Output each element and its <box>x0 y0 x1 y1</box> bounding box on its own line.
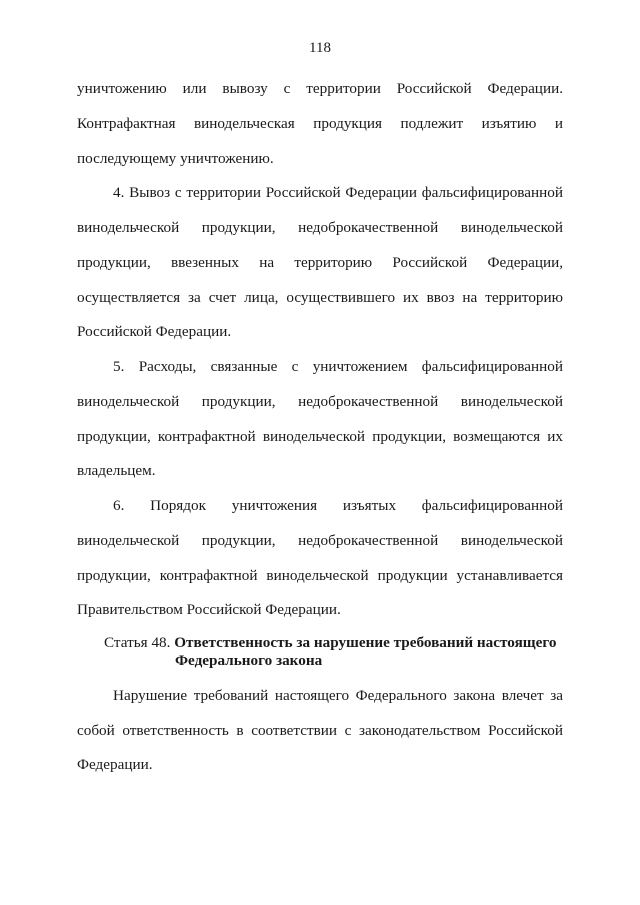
text-line: Контрафактная винодельческая продукция подлежит изъятию и <box>77 115 563 132</box>
paragraph-6-first-line: 6. Порядок уничтожения изъятых фальсифицированной <box>113 497 563 514</box>
text-line: уничтожению или вывозу с территории Российской Федерации. <box>77 80 563 97</box>
text-line: винодельческой продукции, недоброкачественной винодельческой <box>77 219 563 236</box>
text-line: владельцем. <box>77 462 156 479</box>
text-line: продукции, контрафактной винодельческой продукции устанавливается <box>77 567 563 584</box>
text-line: винодельческой продукции, недоброкачественной винодельческой <box>77 532 563 549</box>
text-line: последующему уничтожению. <box>77 150 274 167</box>
text-line: винодельческой продукции, недоброкачественной винодельческой <box>77 393 563 410</box>
article-title-continued: Федерального закона <box>175 652 323 669</box>
text-line: Федерации. <box>77 756 153 773</box>
article-body-first-line: Нарушение требований настоящего Федерального закона влечет за <box>113 687 563 704</box>
text-line: Правительством Российской Федерации. <box>77 601 341 618</box>
article-title: Ответственность за нарушение требований настоящего <box>174 634 557 651</box>
paragraph-5-first-line: 5. Расходы, связанные с уничтожением фальсифицированной <box>113 358 563 375</box>
text-line: осуществляется за счет лица, осуществившего их ввоз на территорию <box>77 289 563 306</box>
text-line: Российской Федерации. <box>77 323 232 340</box>
text-line: продукции, контрафактной винодельческой продукции, возмещаются их <box>77 428 563 445</box>
article-heading <box>104 634 563 652</box>
page-number: 118 <box>309 40 331 56</box>
article-label: Статья 48. <box>104 634 171 651</box>
text-line: продукции, ввезенных на территорию Российской Федерации, <box>77 254 563 271</box>
paragraph-4-first-line: 4. Вывоз с территории Российской Федерации фальсифицированной <box>113 184 563 201</box>
text-line: собой ответственность в соответствии с законодательством Российской <box>77 722 563 739</box>
